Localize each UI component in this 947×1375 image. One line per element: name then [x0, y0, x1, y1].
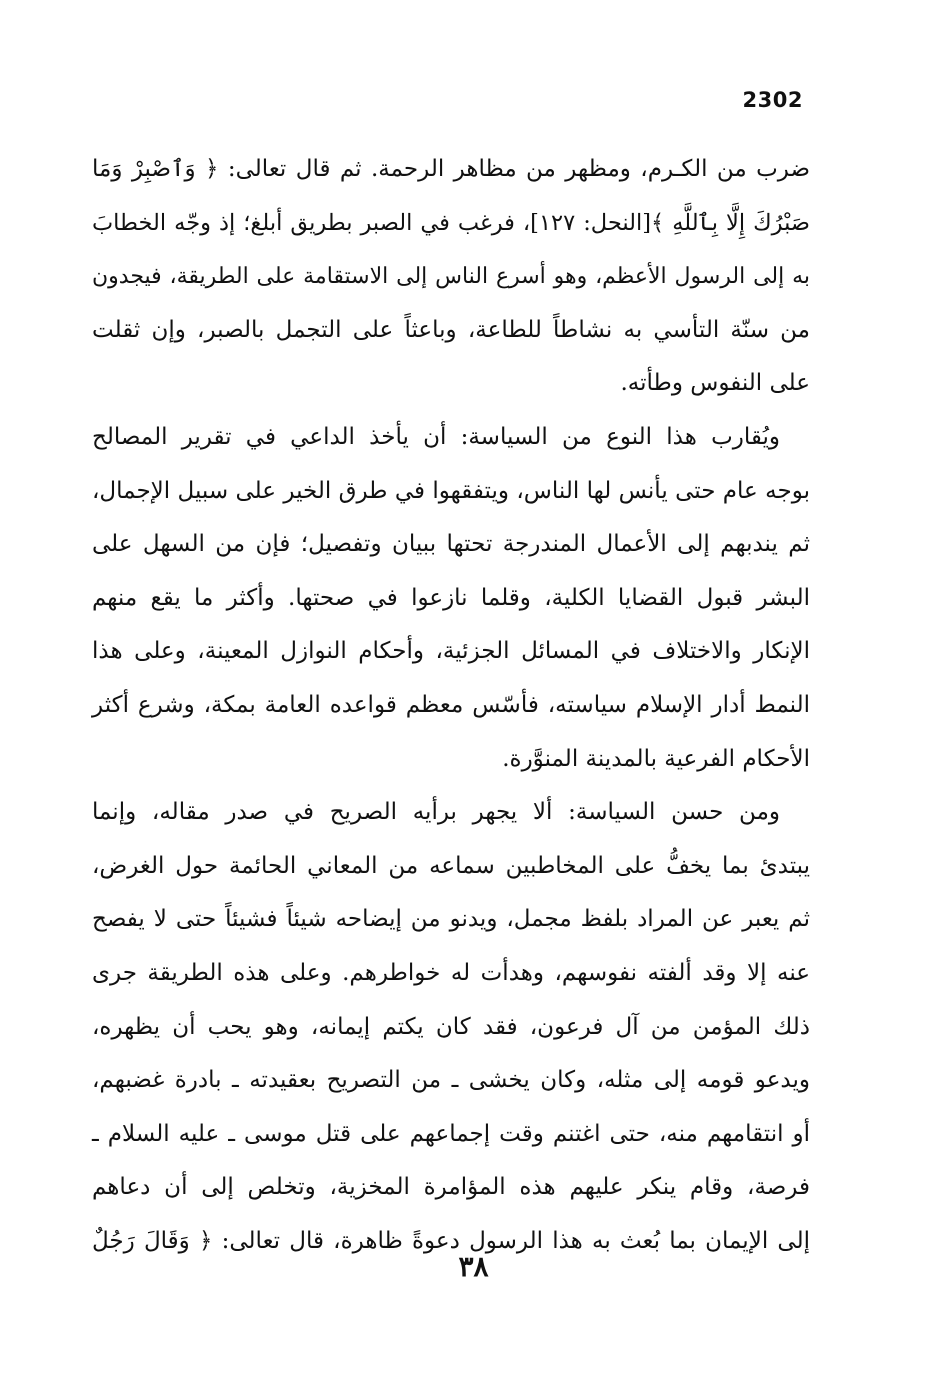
text-line: الإنكار والاختلاف في المسائل الجزئية، وأحكام النوازل المعينة، وعلى هذا	[92, 638, 810, 665]
text-line: ثم يعبر عن المراد بلفظ مجمل، ويدنو من إيضاحه شيئاً فشيئاً حتى لا يفصح	[92, 906, 810, 933]
text-line: به إلى الرسول الأعظم، وهو أسرع الناس إلى الاستقامة على الطريقة، فيجدون	[92, 264, 810, 290]
text-line: ويدعو قومه إلى مثله، وكان يخشى ـ من التصريح بعقيدته ـ بادرة غضبهم،	[92, 1067, 810, 1094]
text-line: ثم يندبهم إلى الأعمال المندرجة تحتها ببيان وتفصيل؛ فإن من السهل على	[92, 531, 810, 558]
text-line: ذلك المؤمن من آل فرعون، فقد كان يكتم إيمانه، وهو يحب أن يظهره،	[92, 1013, 810, 1040]
paragraph-3	[92, 786, 810, 1268]
text-line: البشر قبول القضايا الكلية، وقلما نازعوا في صحتها. وأكثر ما يقع منهم	[92, 584, 810, 611]
text-line: الأحكام الفرعية بالمدينة المنوَّرة.	[502, 745, 810, 772]
text-line: على النفوس وطأته.	[620, 370, 810, 397]
paragraph-2	[92, 411, 810, 786]
page-id: 2302	[742, 88, 803, 112]
body-text	[92, 143, 810, 1268]
page-number: ٣٨	[458, 1250, 489, 1283]
text-line: إلى الإيمان بما بُعث به هذا الرسول دعوةً ظاهرة، قال تعالى: ﴿ وَقَالَ رَجُلٌ	[92, 1227, 810, 1254]
paragraph-1	[92, 143, 810, 411]
text-line: ومن حسن السياسة: ألا يجهر برأيه الصريح في صدر مقاله، وإنما	[92, 799, 780, 826]
text-line: عنه إلا وقد ألفته نفوسهم، وهدأت له خواطرهم. وعلى هذه الطريقة جرى	[92, 959, 810, 986]
text-line: من سنّة التأسي به نشاطاً للطاعة، وباعثاً على التجمل بالصبر، وإن ثقلت	[92, 316, 810, 343]
text-line: أو انتقامهم منه، حتى اغتنم وقت إجماعهم على قتل موسى ـ عليه السلام ـ	[92, 1120, 810, 1147]
text-line: بوجه عام حتى يأنس لها الناس، ويتفقهوا في طرق الخير على سبيل الإجمال،	[92, 477, 810, 504]
text-line: ويُقارب هذا النوع من السياسة: أن يأخذ الداعي في تقرير المصالح	[92, 423, 780, 450]
text-line: ضرب من الكـرم، ومظهر من مظاهر الرحمة. ثم قال تعالى: ﴿ وَٱصْبِرْ وَمَا	[92, 156, 810, 182]
text-line: النمط أدار الإسلام سياسته، فأسّس معظم قواعده العامة بمكة، وشرع أكثر	[92, 691, 810, 718]
text-line: صَبْرُكَ إِلَّا بِٱللَّهِ ﴾[النحل: ١٢٧]، فرغب في الصبر بطريق أبلغ؛ إذ وجّه الخطابَ	[92, 209, 810, 236]
text-line: يبتدئ بما يخفُّ على المخاطبين سماعه من المعاني الحائمة حول الغرض،	[92, 852, 810, 879]
text-line: فرصة، وقام ينكر عليهم هذه المؤامرة المخزية، وتخلص إلى أن دعاهم	[92, 1174, 810, 1201]
